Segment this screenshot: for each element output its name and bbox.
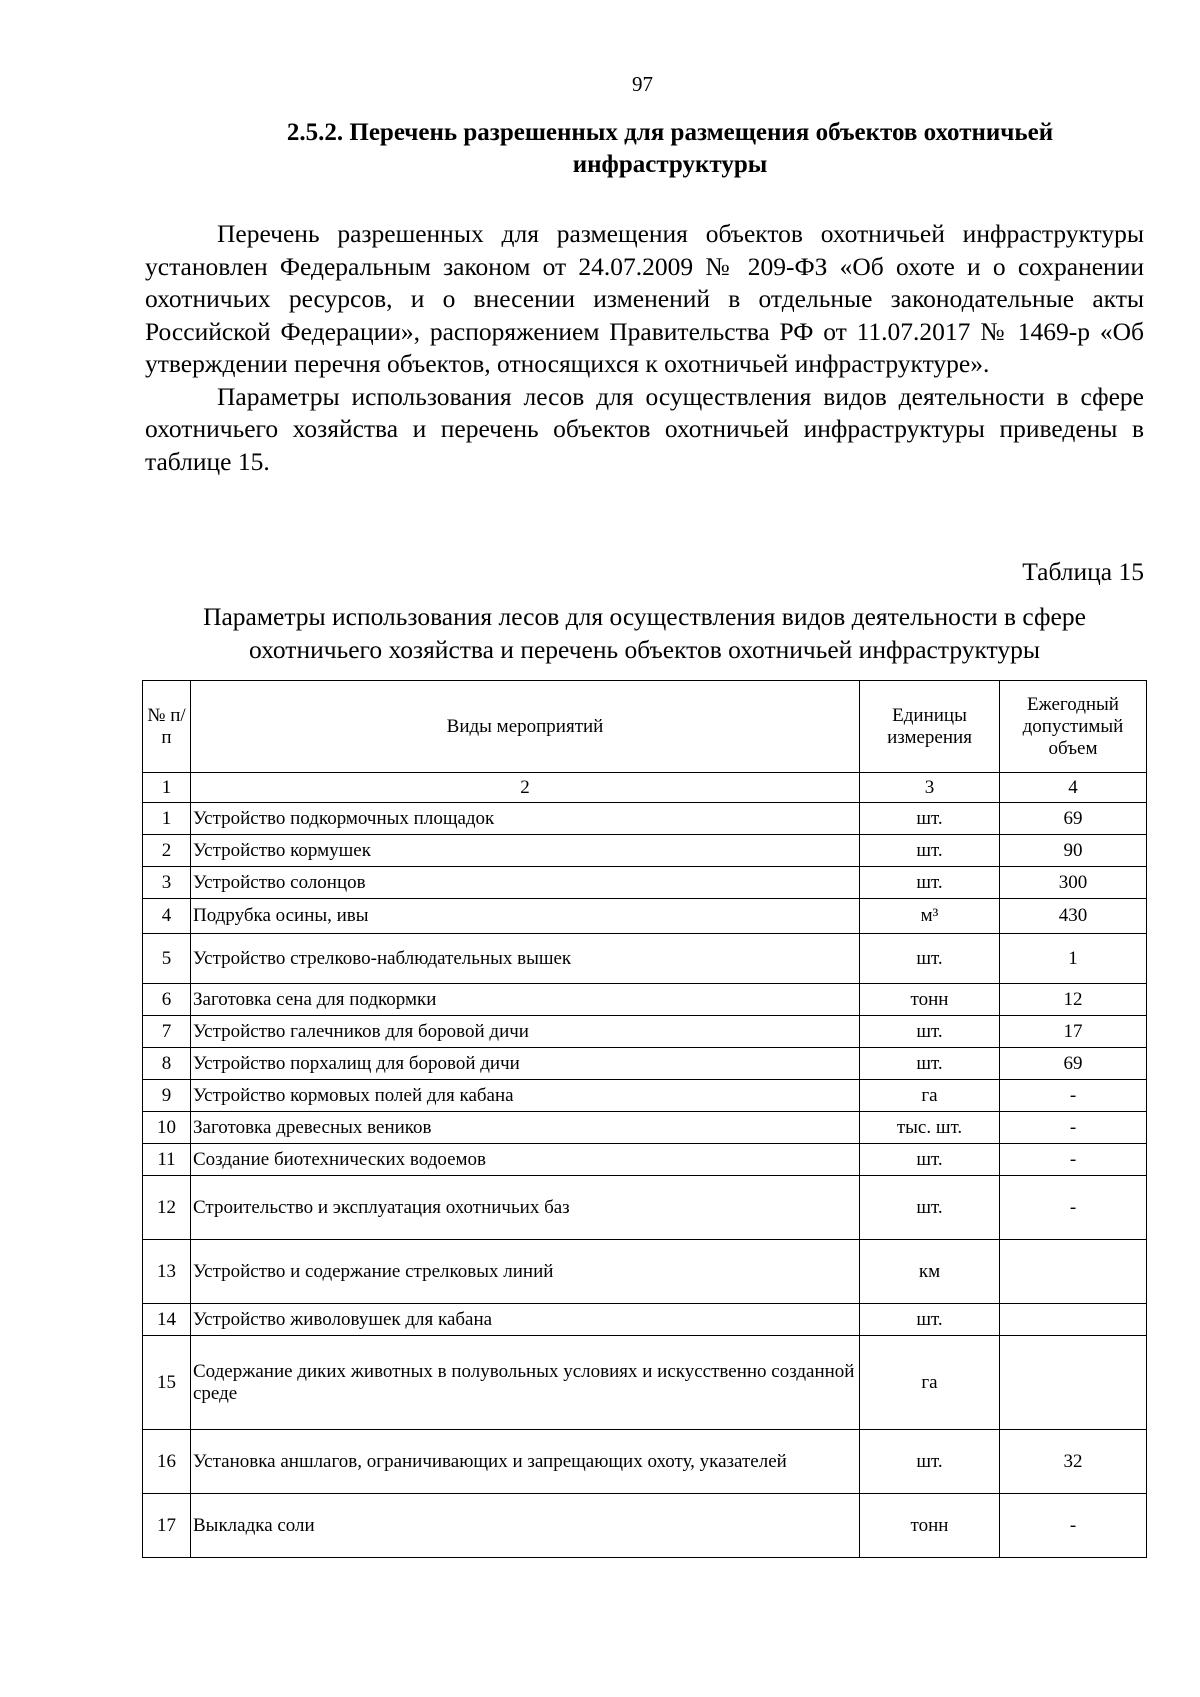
table-row — [143, 1494, 1147, 1558]
table-row — [143, 1144, 1147, 1176]
row-number: 3 — [143, 867, 191, 899]
row-activity: Заготовка сена для подкормки — [191, 984, 860, 1016]
column-number: 1 — [143, 773, 191, 803]
paragraph-2: Параметры использования лесов для осуществления видов деятельности в сфере охотничьего хозяйства и перечень объектов охотничьей инфраструктуры приведены в таблице 15. — [145, 381, 1144, 476]
row-volume — [1000, 1336, 1147, 1430]
row-volume: 430 — [1000, 899, 1147, 934]
row-volume: 32 — [1000, 1430, 1147, 1494]
row-volume: 69 — [1000, 803, 1147, 835]
activities-table — [142, 680, 1147, 1558]
header-volume: Ежегодный допустимый объем — [1000, 681, 1147, 773]
row-activity: Подрубка осины, ивы — [191, 899, 860, 934]
row-number: 11 — [143, 1144, 191, 1176]
table-row — [143, 899, 1147, 934]
row-unit: шт. — [860, 835, 1000, 867]
row-activity: Установка аншлагов, ограничивающих и запрещающих охоту, указателей — [191, 1430, 860, 1494]
row-unit: тонн — [860, 1494, 1000, 1558]
row-activity: Устройство порхалищ для боровой дичи — [191, 1048, 860, 1080]
row-unit: шт. — [860, 934, 1000, 984]
row-unit: м³ — [860, 899, 1000, 934]
row-unit: шт. — [860, 1144, 1000, 1176]
row-unit: шт. — [860, 1048, 1000, 1080]
row-volume: 300 — [1000, 867, 1147, 899]
row-activity: Устройство кормовых полей для кабана — [191, 1080, 860, 1112]
table-row — [143, 835, 1147, 867]
column-number: 4 — [1000, 773, 1147, 803]
row-number: 8 — [143, 1048, 191, 1080]
table-row — [143, 1080, 1147, 1112]
row-unit: га — [860, 1080, 1000, 1112]
row-unit: шт. — [860, 1304, 1000, 1336]
row-number: 15 — [143, 1336, 191, 1430]
row-number: 4 — [143, 899, 191, 934]
row-unit: шт. — [860, 1016, 1000, 1048]
row-activity: Устройство стрелково-наблюдательных вышек — [191, 934, 860, 984]
row-volume: - — [1000, 1176, 1147, 1240]
body-text — [145, 218, 1144, 478]
table-row — [143, 1112, 1147, 1144]
row-number: 12 — [143, 1176, 191, 1240]
table-row — [143, 934, 1147, 984]
row-number: 5 — [143, 934, 191, 984]
table-row — [143, 1048, 1147, 1080]
row-volume: 1 — [1000, 934, 1147, 984]
row-unit: тонн — [860, 984, 1000, 1016]
row-unit: га — [860, 1336, 1000, 1430]
row-unit: шт. — [860, 1176, 1000, 1240]
table-row — [143, 984, 1147, 1016]
row-volume: 69 — [1000, 1048, 1147, 1080]
row-volume: 90 — [1000, 835, 1147, 867]
row-activity: Устройство подкормочных площадок — [191, 803, 860, 835]
row-activity: Выкладка соли — [191, 1494, 860, 1558]
row-activity: Устройство живоловушек для кабана — [191, 1304, 860, 1336]
table-caption: Таблица 15 — [1022, 557, 1144, 586]
paragraph-1: Перечень разрешенных для размещения объектов охотничьей инфраструктуры установлен Федеральным законом от 24.07.2009 № 209-ФЗ «Об охоте и о сохранении охотничьих ресурсов, и о внесении изменений в отдельные законодательные акты Российской Федерации», распоряжением Правительства РФ от 11.07.2017 № 1469-р «Об утверждении перечня объектов, относящихся к охотничьей инфраструктуре». — [145, 219, 1144, 378]
table-row — [143, 867, 1147, 899]
row-number: 1 — [143, 803, 191, 835]
row-volume: - — [1000, 1080, 1147, 1112]
row-unit: км — [860, 1240, 1000, 1304]
row-number: 10 — [143, 1112, 191, 1144]
row-unit: шт. — [860, 867, 1000, 899]
row-number: 13 — [143, 1240, 191, 1304]
table-row — [143, 1336, 1147, 1430]
row-number: 14 — [143, 1304, 191, 1336]
row-activity: Устройство и содержание стрелковых линий — [191, 1240, 860, 1304]
row-volume — [1000, 1304, 1147, 1336]
table-row — [143, 1176, 1147, 1240]
row-unit: шт. — [860, 1430, 1000, 1494]
table-title: Параметры использования лесов для осуществления видов деятельности в сфере охотничьего хозяйства и перечень объектов охотничьей инфраструктуры — [203, 602, 1086, 664]
row-activity: Устройство солонцов — [191, 867, 860, 899]
table-header-row — [143, 681, 1147, 773]
row-volume: - — [1000, 1494, 1147, 1558]
row-activity: Строительство и эксплуатация охотничьих баз — [191, 1176, 860, 1240]
row-number: 16 — [143, 1430, 191, 1494]
row-number: 7 — [143, 1016, 191, 1048]
row-number: 6 — [143, 984, 191, 1016]
row-activity: Содержание диких животных в полувольных условиях и искусственно созданной среде — [191, 1336, 860, 1430]
row-volume: - — [1000, 1144, 1147, 1176]
table-row — [143, 803, 1147, 835]
table-row — [143, 1430, 1147, 1494]
row-unit: тыс. шт. — [860, 1112, 1000, 1144]
row-unit: шт. — [860, 803, 1000, 835]
row-number: 9 — [143, 1080, 191, 1112]
column-number-row — [143, 773, 1147, 803]
row-activity: Заготовка древесных веников — [191, 1112, 860, 1144]
row-activity: Устройство галечников для боровой дичи — [191, 1016, 860, 1048]
row-volume: - — [1000, 1112, 1147, 1144]
table-row — [143, 1016, 1147, 1048]
row-volume: 12 — [1000, 984, 1147, 1016]
row-number: 2 — [143, 835, 191, 867]
column-number: 2 — [191, 773, 860, 803]
row-volume: 17 — [1000, 1016, 1147, 1048]
row-activity: Создание биотехнических водоемов — [191, 1144, 860, 1176]
page-number: 97 — [632, 72, 653, 96]
column-number: 3 — [860, 773, 1000, 803]
header-unit: Единицы измерения — [860, 681, 1000, 773]
header-number: № п/п — [143, 681, 191, 773]
section-heading: 2.5.2. Перечень разрешенных для размещения объектов охотничьей инфраструктуры — [286, 119, 1054, 178]
row-number: 17 — [143, 1494, 191, 1558]
table-row — [143, 1240, 1147, 1304]
row-activity: Устройство кормушек — [191, 835, 860, 867]
row-volume — [1000, 1240, 1147, 1304]
header-activity: Виды мероприятий — [191, 681, 860, 773]
table-row — [143, 1304, 1147, 1336]
